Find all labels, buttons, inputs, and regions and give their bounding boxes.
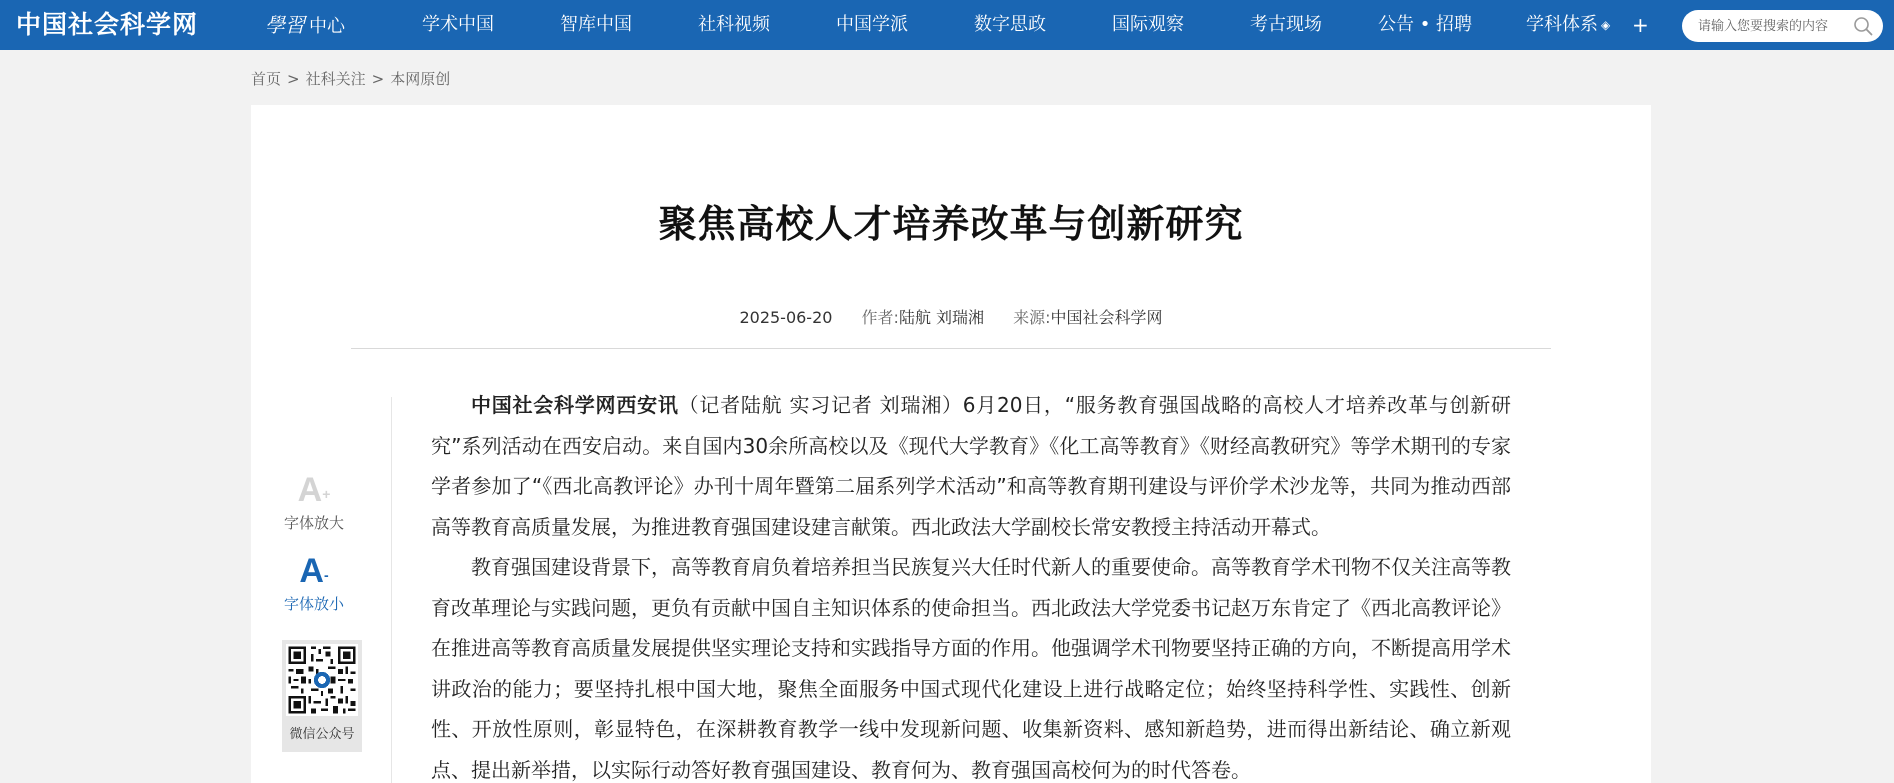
font-decrease-button[interactable] xyxy=(269,551,359,614)
site-logo[interactable]: 中国社会科学网 xyxy=(16,10,199,39)
article-source: 中国社会科学网 xyxy=(1050,308,1163,327)
top-nav-bar xyxy=(0,0,1894,50)
font-increase-label: 字体放大 xyxy=(283,514,344,532)
source-label: 来源: xyxy=(1013,308,1051,327)
article-title: 聚焦高校人才培养改革与创新研究 xyxy=(658,202,1244,246)
nav-more-button[interactable]: + xyxy=(1632,13,1649,37)
nav-item-academic-china[interactable]: 学术中国 xyxy=(422,14,494,35)
nav-item-archaeology[interactable]: 考古现场 xyxy=(1250,14,1322,35)
breadcrumb-separator: > xyxy=(287,70,300,88)
search-bar xyxy=(1682,10,1883,42)
breadcrumb-separator: > xyxy=(371,70,385,88)
nav-item-label: 学科体系 xyxy=(1526,14,1598,35)
search-icon[interactable] xyxy=(1853,16,1873,36)
dateline: 中国社会科学网西安讯 xyxy=(471,393,679,417)
article-paragraph: 教育强国建设背景下，高等教育肩负着培养担当民族复兴大任时代新人的重要使命。高等教育学术刊物不仅关注高等教育改革理论与实践问题，更负有贡献中国自主知识体系的使命担当。西北政法大学党委书记赵万东肯定了《西北高教评论》在推进高等教育高质量发展提供坚实理论支持和实践指导方面的作用。他强调学术刊物要坚持正确的方向，不断提高用学术讲政治的能力；要坚持扎根中国大地，聚焦全面服务中国式现代化建设上进行战略定位；始终坚持科学性、实践性、创新性、开放性原则，彰显特色，在深耕教育教学一线中发现新问题、收集新资料、感知新趋势，进而得出新结论、确立新观点、提出新举措，以实际行动答好教育强国建设、教育何为、教育强国高校何为的时代答卷。 xyxy=(431,555,1511,782)
wechat-qr-panel[interactable] xyxy=(282,640,362,752)
meta-divider xyxy=(351,348,1551,349)
font-decrease-icon: A- xyxy=(299,552,329,590)
font-increase-button[interactable] xyxy=(269,470,359,533)
article-paragraph xyxy=(431,385,1511,547)
article-date: 2025-06-20 xyxy=(739,308,833,327)
article-card xyxy=(251,105,1651,783)
qr-code-icon xyxy=(286,644,358,716)
font-decrease-label: 字体放小 xyxy=(283,595,344,613)
breadcrumb xyxy=(251,68,450,90)
font-increase-icon: A+ xyxy=(297,471,331,509)
nav-item-digital-politics[interactable]: 数字思政 xyxy=(974,14,1046,35)
article-author: 陆航 刘瑞湘 xyxy=(898,308,985,327)
nav-item-notices-jobs[interactable]: 公告 • 招聘 xyxy=(1378,14,1473,35)
nav-item-label: 中心 xyxy=(309,16,345,37)
paragraph-text: （记者陆航 实习记者 刘瑞湘）6月20日，“服务教育强国战略的高校人才培养改革与创新研究”系列活动在西安启动。来自国内30余所高校以及《现代大学教育》《化工高等教育》《财经高教研究》等学术期刊的专家学者参加了“《西北高教评论》办刊十周年暨第二届系列学术活动”和高等教育期刊建设与评价学术沙龙等，共同为推动西部高等教育高质量发展，为推进教育强国建设建言献策。西北政法大学副校长常安教授主持活动开幕式。 xyxy=(431,393,1512,539)
breadcrumb-home[interactable]: 首页 xyxy=(251,70,282,88)
qr-label: 微信公众号 xyxy=(289,727,355,742)
nav-item-video[interactable]: 社科视频 xyxy=(698,14,770,35)
article-body xyxy=(431,385,1511,783)
nav-item-think-tank[interactable]: 智库中国 xyxy=(560,14,632,35)
nav-item-international[interactable]: 国际观察 xyxy=(1112,14,1184,35)
search-input[interactable] xyxy=(1698,10,1850,42)
breadcrumb-section[interactable]: 社科关注 xyxy=(305,70,366,88)
breadcrumb-current[interactable]: 本网原创 xyxy=(390,70,451,88)
author-label: 作者: xyxy=(861,308,899,327)
article-meta xyxy=(251,305,1651,328)
nav-item-chinese-school[interactable]: 中国学派 xyxy=(836,14,908,35)
xuexi-logo-icon: 學習 xyxy=(265,13,305,37)
diamond-icon: ◈ xyxy=(1601,18,1611,32)
nav-item-disciplines[interactable] xyxy=(1526,0,1610,50)
nav-item-xuexi-center[interactable] xyxy=(261,0,345,50)
tools-divider xyxy=(391,397,392,783)
